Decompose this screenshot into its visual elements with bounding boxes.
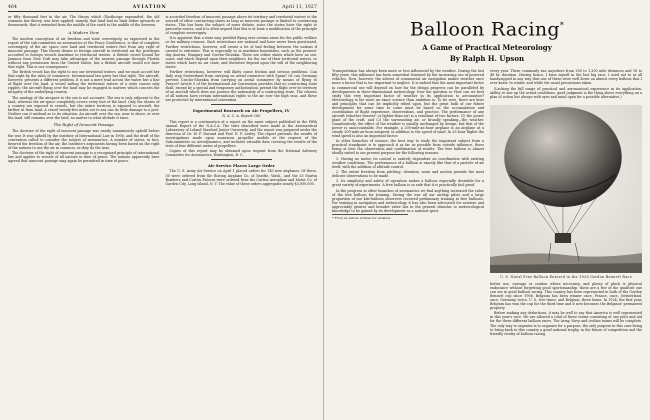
paragraph: The analogy of the airspace to the sea is not accurate. The sea is only adjacent to the land, whereas the air-space completely covers every foot of the land. Only the shores of a country are exposed to vessels, but the entire territory is exposed to aircraft, the farther in from land. A vessel twenty-five miles out to sea can do little damage to a port. Neither can it mislead as to its situation. An aircraft over the sea, near to shore, or over the land, still remains over the land, no matter to what altitude it rises. <box>8 95 160 120</box>
balloon-photo-image <box>490 105 642 273</box>
left-column-1 <box>8 15 160 187</box>
paragraph: every year. These commonly run anywhere from 200 to 1,200 mile distances and 18 to 48 hr. duration. Having hence, I have myself in the last big race, I used not to at all handicapped in any way that one of these were well down on almost every balloon that I ever knew. In winter, and while the usual precautions taken. <box>490 69 642 86</box>
article-heading: Experimental Research on Air Propellers, IV <box>192 108 290 114</box>
balloon-photo <box>490 105 642 273</box>
paragraph: better use, courage or caution where necessary, and plenty of pluck is physical endurance without forgetting good sportsmanship: these are a few of the qualities one can see in good balloon racing. This country has been represented in both of the Gordon Bennett cup since 1906, Belgium has been winner once, France, once, Switzerland, once, Germany, twice, U. S., five times, and Belgium, three times. In 1924, the first year, Belgium has won the cup for the third time and it now becomes the Belgians' permanent property. <box>490 281 642 311</box>
running-head-left <box>8 5 317 12</box>
article-title-block <box>332 15 642 63</box>
paragraph: In the progress in other branches of aeronautics we find anything increased the value of the free balloon for training. During the war all our airship pilots and a large proportion of our kite-balloon observers received preliminary training in free balloons. For training in navigation and meteorology it has also been advocated for aviators and appreciably greater and broader value lies in the general stimulus to meteorological knowledge to be gained by its development as a national sport. <box>332 188 484 213</box>
paragraph: 3. Its simplicity and safety of operation makes a balloon especially desirable for a great variety of experiments. A free balloon is so safe that it is practically fool proof. <box>332 179 484 188</box>
paragraph: or fifty thousand feet in the air. The theory which Glasthoupe expounded, the old common law theory, was here applied; namely, that land had no limit either upwards or downwards, that it extended from the middle of the earth to the middle of the heavens. <box>8 15 160 28</box>
paragraph: (Lacking the full range of practical and aeronautical experience in its application, ability to size up the actual conditions, good judgment is the thing above everything on a plan of action but always with eyes and mind open for a possible alternative.) <box>490 86 642 99</box>
left-column-2 <box>166 15 318 187</box>
paragraph: The modern conception of air freedom and state sovereignty, as expressed in the report of the sub-committee on aeronautics at the Peace Conference, is that of complete sovereignty of the air space over land and territorial waters free from any right of innocent passage. This theory denies to foreign aircraft in territorial air the privileges accorded to foreign vessels maritime in territorial waters. A British vessel bound for Jamaica from New York may take advantage of the nearest passage through Florida without any permission from the United States, but a British aircraft would not have that right. This is one consequence. <box>8 36 160 69</box>
footnote: * From an article written for Aviation <box>332 214 408 220</box>
photo-caption: U. S. Naval Free Balloon Entered in the 1926 Gordon Bennett Race <box>500 274 632 279</box>
section-heading: A Modern View <box>68 29 99 35</box>
paragraph: It is apparent that a state may prohibit flying over certain areas for the public welfare or for military reasons. Such restrictions are national and have never been questioned. Further restrictions, however, will create a lot of bad feeling between the nations if carried to extremes. This is especially so in maritime boundaries, such as the present-day Austria, Hungary and Czecho-Slovakia. These are either states which have no sea-coast, and which depend upon their neighbors, for the use of their territorial waters, or states which have no air coast, and therefore depend upon the will of the neighboring states. <box>165 36 317 69</box>
right-page <box>324 0 650 420</box>
masthead: AVIATION <box>132 5 167 10</box>
left-page <box>0 0 324 420</box>
article-title: Balloon Racing* <box>409 18 565 41</box>
section-heading: The Right of Innocent Passage <box>53 122 114 128</box>
divider <box>211 104 272 105</box>
paragraph: The doctrine of the right of innocent passage was nearly unanimously upheld before the war. It was upheld by the Institute of International Law in 1906, and the draft of the convention called to consider the subject of aeronautics. A number of states, in fact, favored the freedom of the air, the Institute's arguments having been based on the right of the nations to use the air in common, as they do the seas. <box>8 129 160 150</box>
right-column-1 <box>332 69 484 337</box>
paragraph: Further restrictions, however, will likely cause friction and serious problems. Can Italy stop Switzerland from carrying on aerial commerce with Spain? Or can Germany prevent Czecho-Slovakia from carrying on aerial commerce by means of flying to France? Article 5 of the International Air Convention provides that no contracting state shall, except by a special and temporary authorization, permit the flight over its territory of an aircraft which does not possess the nationality of a contracting state. The citizens of all nations have certain international rights to the air over the high seas, and these are protected by international convention. <box>165 69 317 103</box>
paragraph: Transportation has always been more or less influenced by the weather. During the last fifty years, this influence has been somewhat lessened by the increasing use of powered vehicles. Now, however, the advent of commercial air navigation makes weather once more a factor that is too important to neglect. It is indeed that the most important factor in commercial use will depend on how far the design progress can be paralleled by developments in three-dimensional meteorology. Now the question is: How can we best study this very important factor of weather in its application to aeronautics? Meteorology is far more an exact science than ambition is. To be sure, there are laws and principles that can be implicitly relied upon, but the great bulk of our future development for some time to come must be based on the accumulation and coordination of flight experience, observations, and practice. The performance of any aircraft (whether heavier- or lighter-than-air) is a resultant of two factors: (1) the power plant of the craft, and (2) the surrounding air, or broadly speaking—the weather. Quantitatively, the effect of the weather is usually unchanged by design, but that of the power is unaccountable. For example, a 200-mile-an-hour airplane is an airplane at a steady 200-mile-an-hour airspeed, in addition to the speed of wind. In 25-hour flights the wind speed is also an important factor. <box>332 69 484 139</box>
paragraph: In other branches of science, the best way to study the important subject from a practical standpoint is to approach it as far as possible from outside influence, there being at best the observation and confirmation of results. The free balloon is almost ideally suited to our present purpose for the following reasons: <box>332 139 484 156</box>
left-columns <box>8 15 317 187</box>
footnote-mark: * <box>559 21 565 30</box>
right-columns <box>332 69 642 337</box>
paragraph: is accorded freedom of innocent passage above its territory and territorial waters to the aircraft of other contracting states as long as innocent passage is limited to contracting states. This has been the subject of some debate, since the states have the right to prescribe routes, and it is often argued that this is at least a modification of the principle of complete sovereignty. <box>165 15 317 36</box>
right-column-2 <box>490 69 642 337</box>
article-subheading: N. A. C. A. Report 260 <box>222 114 261 119</box>
article-subtitle: A Game of Practical Meteorology <box>422 43 552 53</box>
article-heading: Air Service Places Large Order <box>207 163 275 169</box>
divider <box>211 159 272 160</box>
paragraph: The British vessel has the right to use our territorial waters, and we must accord her that right by the rules of commerce. International law gives her that right. The aircraft, however, presents a different problem. It is not a mere trail across the water, but a line of flight over the land. A vessel sailing the territorial waters of a state causes only ripples; the aircraft flying over the land may be engaged in matters which concern the integrity of the underlying country. <box>8 70 160 95</box>
paragraph: The U. S. Army Air Service on April 1 placed orders for 140 new airplanes. Of these, 50 were ordered from the Boeing Airplane Co. of Seattle, Wash., and the 25 Martin Bombers and Curtiss Falcons were ordered from the Curtiss Aeroplane and Motor Co. of Garden City, Long Island, N. Y. The value of these orders aggregates nearly $3,000,000. <box>165 169 317 186</box>
issue-date: April 11, 1927 <box>282 5 317 10</box>
paragraph: 1. Having no motor, its control is entirely dependent on coordination with existing weather conditions. The performance of a balloon is exactly like that of a particle of air itself, with the addition of altitude control. <box>332 156 484 169</box>
paragraph: Before making any deductions, it may be well to say that America is well represented in this year's race. We are allowed a total of three teams consisting of one pilot and aid for the three different balloon races. The Army, Navy and civilian teams will be complete. The only way to organize is to organize for a purpose, the only purpose in this case being to bring back to this country a good national trophy, in the future of competition and the friendly rivalry of balloon racing. <box>490 311 642 336</box>
article-author: By Ralph H. Upson <box>449 54 525 64</box>
page-number: 464 <box>8 5 18 10</box>
paragraph: The doctrine of the right of innocent passage is a recognized principle of international law and applies to vessels of all nations in time of peace. The nations apparently have agreed that innocent passage may again be permitted in time of peace. <box>8 150 160 163</box>
paragraph: Copies of this report may be obtained upon request from the National Advisory Committee for Aeronautics, Washington, D. C. <box>165 149 317 158</box>
paragraph: 2. The entire freedom from pitching, vibration, noise and motion permits the most delicate observations to be made. <box>332 170 484 179</box>
paragraph: This report is a continuation of a report on the same subject published in the Fifth Annual Report of the N.A.C.A. The tests described were made at the Aeronautical Laboratory of Leland Stanford Junior University, and the report was prepared under the direction of Dr. W. F. Durand and Prof. E. P. Lesley. The report presents the results of investigations made upon numerous propeller models at the request of the Subcommittee on Aerodynamics, and includes valuable data covering the results of the tests of four different series of propellers. <box>165 119 317 149</box>
